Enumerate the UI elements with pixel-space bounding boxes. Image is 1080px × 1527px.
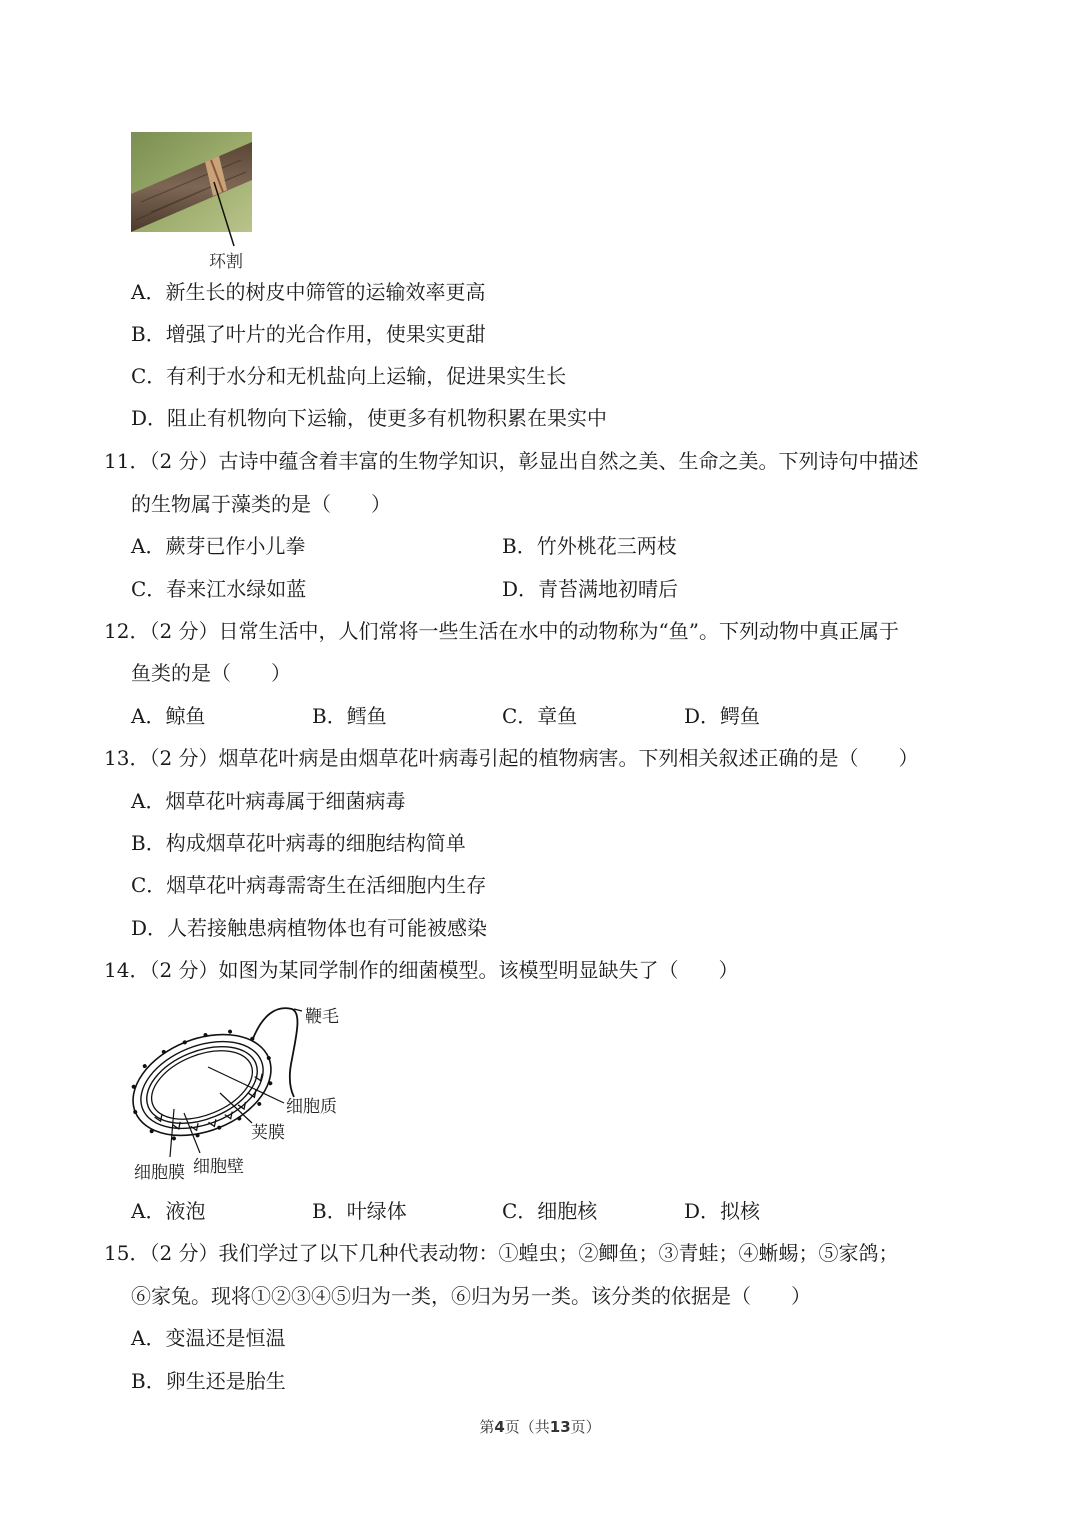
footer-total-pages: 13 bbox=[549, 1418, 571, 1436]
footer-page-number: 4 bbox=[494, 1418, 505, 1436]
q11-option-c[interactable]: C．春来江水绿如蓝 bbox=[131, 577, 307, 601]
q12-option-b[interactable]: B．鳕鱼 bbox=[312, 704, 387, 728]
q11-option-b[interactable]: B．竹外桃花三两枝 bbox=[502, 534, 677, 558]
q13-option-b[interactable]: B．构成烟草花叶病毒的细胞结构简单 bbox=[131, 831, 466, 855]
girdle-label: 环割 bbox=[209, 252, 243, 272]
page-footer bbox=[0, 1416, 1080, 1437]
q13-option-a[interactable]: A．烟草花叶病毒属于细菌病毒 bbox=[131, 789, 406, 813]
q15-option-b[interactable]: B．卵生还是胎生 bbox=[131, 1369, 286, 1393]
q15-stem-line1: 15．（2 分）我们学过了以下几种代表动物：①蝗虫；②鲫鱼；③青蛙；④蜥蜴；⑤家鸽； bbox=[104, 1241, 899, 1265]
q14-option-c[interactable]: C．细胞核 bbox=[502, 1199, 598, 1223]
q15-stem-line2: ⑥家兔。现将①②③④⑤归为一类，⑥归为另一类。该分类的依据是（ ） bbox=[131, 1284, 811, 1308]
q14-option-b[interactable]: B．叶绿体 bbox=[312, 1199, 407, 1223]
label-cell-membrane: 细胞膜 bbox=[134, 1163, 185, 1183]
q11-stem-line2: 的生物属于藻类的是（ ） bbox=[131, 492, 391, 516]
label-capsule: 荚膜 bbox=[251, 1123, 285, 1143]
q13-option-d[interactable]: D．人若接触患病植物体也有可能被感染 bbox=[131, 916, 488, 940]
q11-stem-line1: 11．（2 分）古诗中蕴含着丰富的生物学知识，彰显出自然之美、生命之美。下列诗句中描述 bbox=[104, 449, 919, 473]
q10-option-d[interactable]: D．阻止有机物向下运输，使更多有机物积累在果实中 bbox=[131, 406, 608, 430]
q11-option-a[interactable]: A．蕨芽已作小儿拳 bbox=[131, 534, 306, 558]
label-flagellum: 鞭毛 bbox=[305, 1007, 339, 1027]
label-cytoplasm: 细胞质 bbox=[286, 1097, 337, 1117]
q11-option-d[interactable]: D．青苔满地初晴后 bbox=[502, 577, 679, 601]
footer-mid: 页（共 bbox=[504, 1418, 550, 1436]
label-cell-wall: 细胞壁 bbox=[193, 1157, 244, 1177]
q12-stem-line1: 12．（2 分）日常生活中，人们常将一些生活在水中的动物称为“鱼”。下列动物中真正属于 bbox=[104, 619, 899, 643]
q13-stem: 13．（2 分）烟草花叶病是由烟草花叶病毒引起的植物病害。下列相关叙述正确的是（ ） bbox=[104, 746, 919, 770]
q12-option-d[interactable]: D．鳄鱼 bbox=[684, 704, 761, 728]
q14-option-d[interactable]: D．拟核 bbox=[684, 1199, 761, 1223]
q15-option-a[interactable]: A．变温还是恒温 bbox=[131, 1326, 286, 1350]
girdle-pointer-line bbox=[200, 180, 250, 250]
q12-stem-line2: 鱼类的是（ ） bbox=[131, 661, 291, 685]
footer-prefix: 第 bbox=[479, 1418, 495, 1436]
q13-option-c[interactable]: C．烟草花叶病毒需寄生在活细胞内生存 bbox=[131, 873, 487, 897]
q14-stem: 14．（2 分）如图为某同学制作的细菌模型。该模型明显缺失了（ ） bbox=[104, 958, 739, 982]
q10-option-a[interactable]: A．新生长的树皮中筛管的运输效率更高 bbox=[131, 280, 486, 304]
footer-suffix: 页） bbox=[570, 1418, 601, 1436]
q10-option-b[interactable]: B．增强了叶片的光合作用，使果实更甜 bbox=[131, 322, 486, 346]
q14-option-a[interactable]: A．液泡 bbox=[131, 1199, 206, 1223]
q12-option-a[interactable]: A．鲸鱼 bbox=[131, 704, 206, 728]
q12-option-c[interactable]: C．章鱼 bbox=[502, 704, 578, 728]
q10-option-c[interactable]: C．有利于水分和无机盐向上运输，促进果实生长 bbox=[131, 364, 567, 388]
